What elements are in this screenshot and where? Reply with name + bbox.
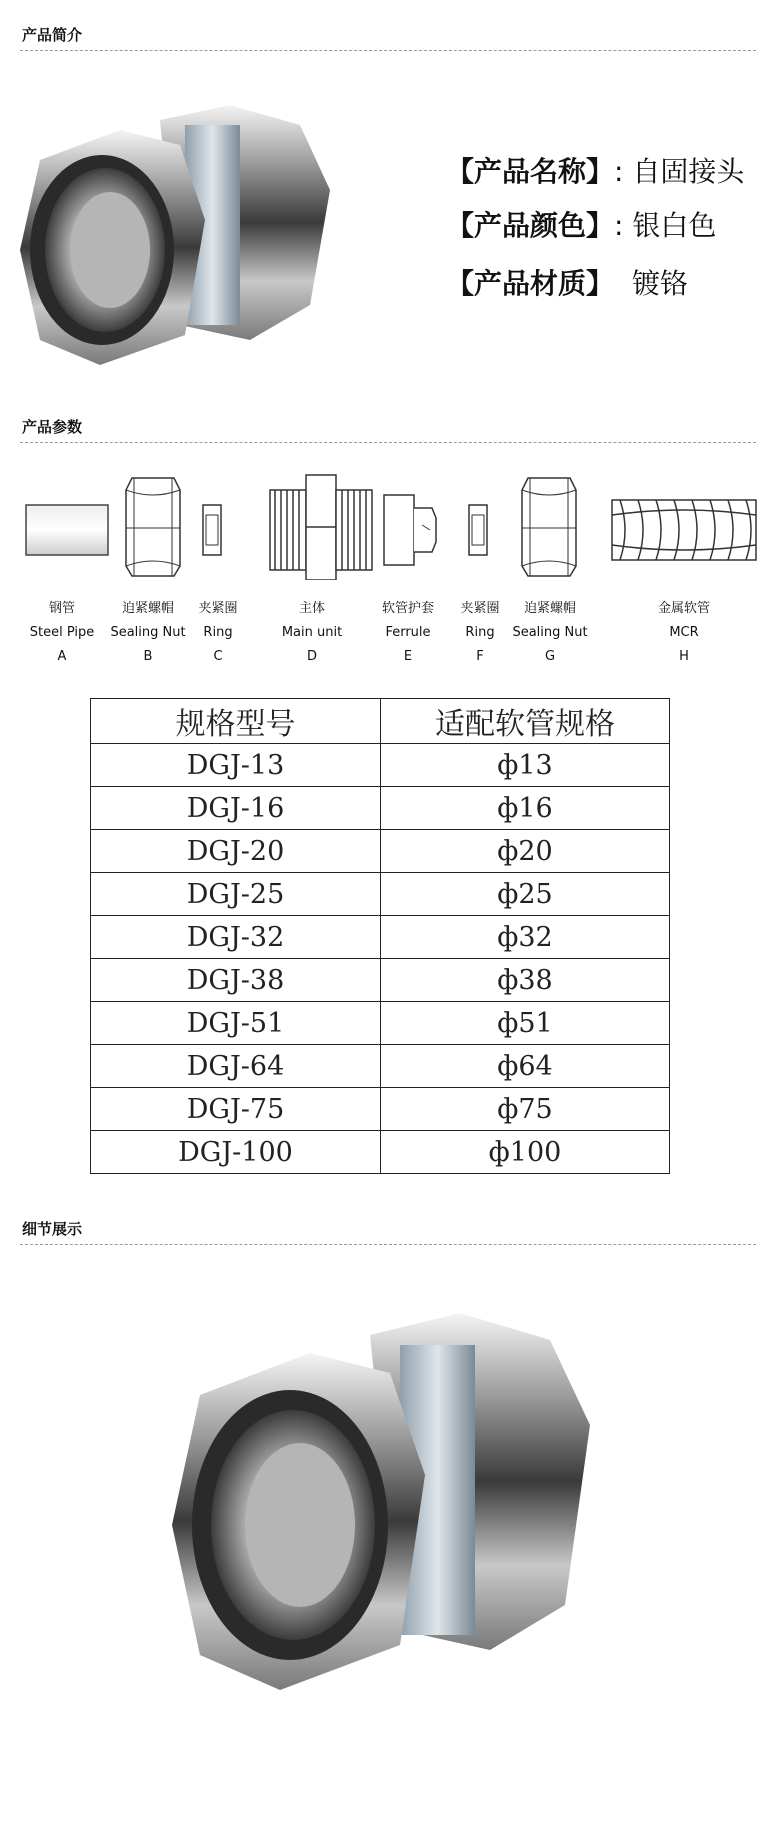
table-row [91, 744, 670, 787]
component-letter: B [143, 649, 153, 664]
info-row-name [446, 150, 744, 190]
cell-hose-size: ф38 [381, 959, 670, 1002]
component-label [382, 597, 434, 669]
component-cn: 迫紧螺帽 [523, 601, 576, 616]
cell-model: DGJ-100 [91, 1131, 381, 1174]
ferrule-drawing [382, 470, 438, 580]
table-row [91, 1131, 670, 1174]
component-en: MCR [669, 625, 699, 640]
component-label [460, 597, 499, 669]
component-label [658, 597, 710, 669]
component-en: Ring [203, 625, 233, 640]
info-value: 镀铬 [631, 267, 688, 300]
component-en: Sealing Nut [110, 625, 186, 640]
cell-hose-size: ф51 [381, 1002, 670, 1045]
component-cn: 金属软管 [657, 601, 711, 616]
section-title-params: 产品参数 [22, 418, 83, 436]
info-sep: : [614, 155, 624, 188]
component-letter: C [213, 649, 223, 664]
info-key: 【产品名称】 [446, 155, 615, 188]
section-divider [20, 442, 756, 443]
component-letter: G [544, 649, 556, 664]
spec-table [90, 698, 670, 1174]
cell-hose-size: ф16 [381, 787, 670, 830]
table-header-row [91, 699, 670, 744]
info-value: 银白色 [632, 209, 717, 242]
sealing-nut-drawing [124, 470, 182, 580]
cell-hose-size: ф13 [381, 744, 670, 787]
info-key: 【产品材质】 [446, 267, 615, 300]
component-letter: E [403, 649, 413, 664]
component-en: Ring [465, 625, 495, 640]
table-row [91, 959, 670, 1002]
info-row-color [446, 204, 716, 244]
cell-hose-size: ф64 [381, 1045, 670, 1088]
ring-drawing [466, 470, 490, 580]
section-divider [20, 1244, 756, 1245]
table-row [91, 1088, 670, 1131]
cell-model: DGJ-25 [91, 873, 381, 916]
cell-hose-size: ф32 [381, 916, 670, 959]
component-letter: A [57, 649, 67, 664]
cell-hose-size: ф100 [381, 1131, 670, 1174]
component-label [282, 597, 342, 669]
component-letter: F [476, 649, 484, 664]
header-model: 规格型号 [91, 699, 381, 744]
cell-model: DGJ-32 [91, 916, 381, 959]
component-cn: 夹紧圈 [460, 601, 500, 616]
cell-model: DGJ-16 [91, 787, 381, 830]
table-row [91, 1002, 670, 1045]
table-row [91, 916, 670, 959]
header-hose-size: 适配软管规格 [381, 699, 670, 744]
info-key: 【产品颜色】 [446, 209, 615, 242]
table-row [91, 787, 670, 830]
metal-hose-drawing [610, 470, 758, 580]
component-cn: 软管护套 [381, 601, 435, 616]
table-row [91, 1045, 670, 1088]
component-letter: D [306, 649, 318, 664]
component-label [110, 597, 185, 669]
table-row [91, 873, 670, 916]
component-en: Steel Pipe [29, 625, 95, 640]
cell-model: DGJ-75 [91, 1088, 381, 1131]
info-value: 自固接头 [632, 155, 745, 188]
component-cn: 迫紧螺帽 [121, 601, 174, 616]
component-label [30, 597, 95, 669]
component-label [198, 597, 237, 669]
sealing-nut-drawing [520, 470, 578, 580]
component-en: Ferrule [385, 625, 431, 640]
cell-model: DGJ-13 [91, 744, 381, 787]
component-en: Main unit [281, 625, 343, 640]
cell-model: DGJ-51 [91, 1002, 381, 1045]
section-title-details: 细节展示 [22, 1220, 83, 1238]
cell-hose-size: ф20 [381, 830, 670, 873]
cell-model: DGJ-38 [91, 959, 381, 1002]
info-row-material [446, 262, 688, 302]
product-photo-fitting [10, 100, 390, 390]
cell-hose-size: ф75 [381, 1088, 670, 1131]
component-label [512, 597, 587, 669]
main-unit-drawing [268, 470, 374, 580]
detail-photo-fitting [160, 1305, 650, 1745]
component-cn: 主体 [298, 601, 326, 616]
section-divider [20, 50, 756, 51]
component-cn: 夹紧圈 [198, 601, 238, 616]
cell-model: DGJ-64 [91, 1045, 381, 1088]
table-row [91, 830, 670, 873]
component-en: Sealing Nut [512, 625, 588, 640]
steel-pipe-drawing [24, 470, 110, 580]
ring-drawing [200, 470, 224, 580]
component-letter: H [679, 649, 689, 664]
cell-model: DGJ-20 [91, 830, 381, 873]
cell-hose-size: ф25 [381, 873, 670, 916]
info-sep: : [614, 209, 624, 242]
component-cn: 钢管 [48, 601, 76, 616]
section-title-intro: 产品简介 [22, 26, 83, 44]
